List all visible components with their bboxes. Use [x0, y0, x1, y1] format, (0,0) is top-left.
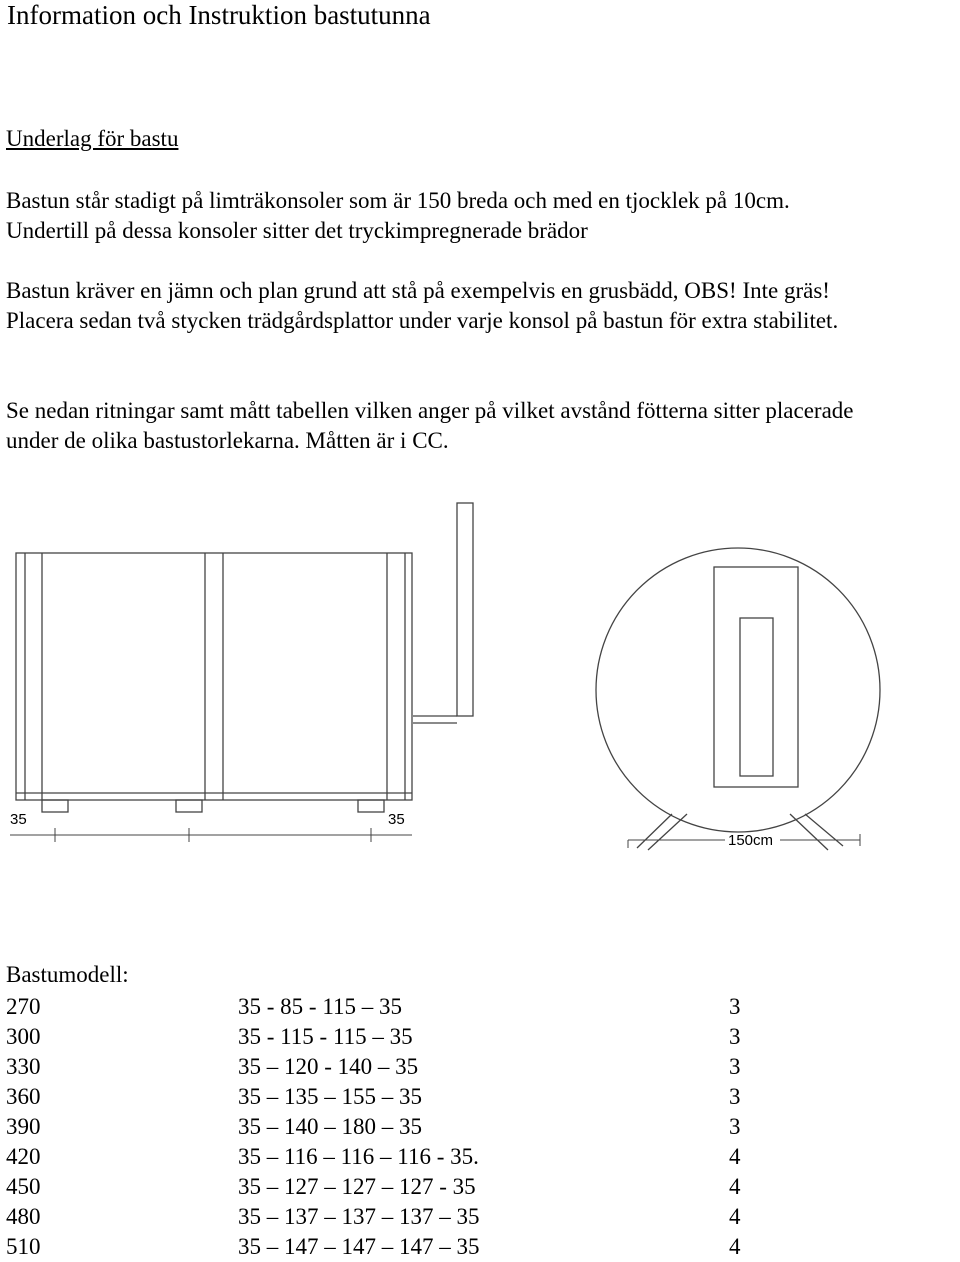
model-cell: 510: [6, 1234, 41, 1259]
distances-cell: 35 – 116 – 116 – 116 - 35.: [238, 1144, 479, 1169]
table-row: [6, 1232, 956, 1262]
model-cell: 450: [6, 1174, 41, 1199]
count-cell: 3: [729, 1114, 741, 1139]
table-row: [6, 1082, 956, 1112]
table-row: [6, 1142, 956, 1172]
table-label: Bastumodell:: [6, 962, 129, 987]
paragraph-line: Bastun står stadigt på limträkonsoler som är 150 breda och med en tjocklek på 10cm.: [6, 188, 790, 213]
front-view: [596, 548, 880, 850]
distances-cell: 35 – 137 – 137 – 137 – 35: [238, 1204, 480, 1229]
foot-middle: [176, 800, 202, 812]
distances-cell: 35 – 120 - 140 – 35: [238, 1054, 419, 1079]
distances-cell: 35 – 147 – 147 – 147 – 35: [238, 1234, 480, 1259]
table-row: [6, 1022, 956, 1052]
foot-right: [358, 800, 384, 812]
door-window: [740, 618, 773, 776]
model-cell: 390: [6, 1114, 41, 1139]
table-row: [6, 1202, 956, 1232]
side-view: [10, 503, 473, 842]
model-cell: 270: [6, 994, 41, 1019]
dimension-left: 35: [10, 811, 27, 828]
table-row: [6, 1112, 956, 1142]
foot-left: [42, 800, 68, 812]
paragraph-drawing-reference: [6, 396, 854, 456]
distances-cell: 35 – 135 – 155 – 35: [238, 1084, 422, 1109]
paragraph-line: Bastun kräver en jämn och plan grund att stå på exempelvis en grusbädd, OBS! Inte gräs!: [6, 278, 830, 303]
section-heading: Underlag för bastu: [6, 126, 179, 151]
distances-cell: 35 - 115 - 115 – 35: [238, 1024, 413, 1049]
distances-cell: 35 – 127 – 127 – 127 - 35: [238, 1174, 476, 1199]
count-cell: 4: [729, 1234, 741, 1259]
count-cell: 4: [729, 1174, 741, 1199]
count-cell: 3: [729, 1084, 741, 1109]
paragraph-foundation-consoles: [6, 186, 790, 246]
dimension-right: 35: [388, 811, 405, 828]
paragraph-line: Placera sedan två stycken trädgårdsplattor under varje konsol på bastun för extra stabilitet.: [6, 308, 839, 333]
dimension-width: 150cm: [728, 832, 774, 849]
table-row: [6, 1052, 956, 1082]
count-cell: 3: [729, 1024, 741, 1049]
model-cell: 420: [6, 1144, 41, 1169]
count-cell: 4: [729, 1204, 741, 1229]
model-cell: 360: [6, 1084, 41, 1109]
paragraph-line: under de olika bastustorlekarna. Måtten är i CC.: [6, 428, 449, 453]
barrel-end: [596, 548, 880, 832]
barrel-side: [16, 553, 412, 800]
chimney: [457, 503, 473, 716]
table-row: [6, 1172, 956, 1202]
count-cell: 3: [729, 1054, 741, 1079]
count-cell: 4: [729, 1144, 741, 1169]
count-cell: 3: [729, 994, 741, 1019]
paragraph-line: Undertill på dessa konsoler sitter det tryckimpregnerade brädor: [6, 218, 588, 243]
model-cell: 480: [6, 1204, 41, 1229]
distances-cell: 35 – 140 – 180 – 35: [238, 1114, 422, 1139]
table-row: [6, 992, 956, 1022]
door-frame: [714, 567, 798, 787]
paragraph-ground: [6, 276, 838, 336]
distances-cell: 35 - 85 - 115 – 35: [238, 994, 402, 1019]
model-cell: 330: [6, 1054, 41, 1079]
sauna-drawing: [0, 490, 960, 860]
page-title: Information och Instruktion bastutunna: [7, 0, 431, 30]
paragraph-line: Se nedan ritningar samt mått tabellen vilken anger på vilket avstånd fötterna sitter placerade: [6, 398, 854, 423]
model-cell: 300: [6, 1024, 41, 1049]
